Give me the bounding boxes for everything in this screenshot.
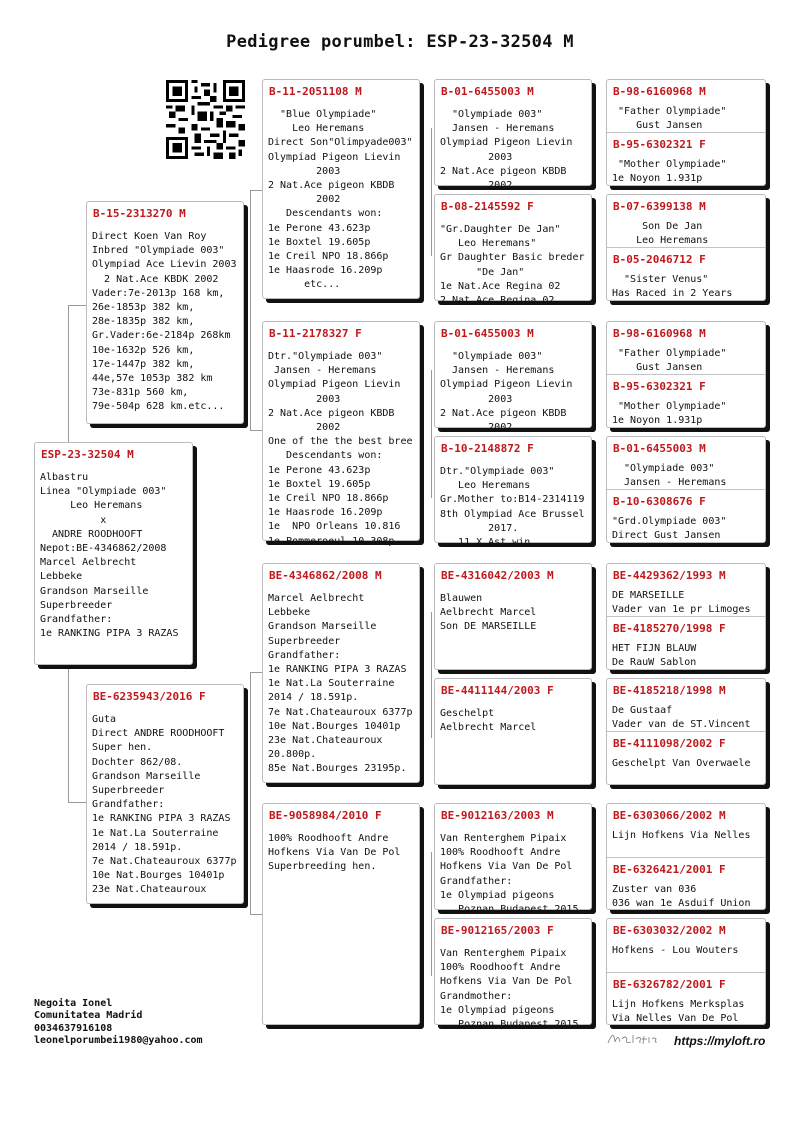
pigeon-description: "Olympiade 003" Jansen - Heremans <box>624 463 727 489</box>
ring-number: BE-4429362/1993 M <box>613 569 726 582</box>
ring-number: BE-9058984/2010 F <box>269 809 382 822</box>
ring-number: B-10-2148872 F <box>441 442 534 455</box>
pedigree-card-pair[interactable] <box>606 79 766 186</box>
pigeon-description: Dtr."Olympiade 003" Leo Heremans Gr.Mother to:B14-2314119 8th Olympiad Ace Brussel 2017. 11 X Ast.win <box>440 466 585 549</box>
pedigree-entry[interactable] <box>607 489 765 545</box>
pigeon-description: Guta Direct ANDRE ROODHOOFT Super hen. Dochter 862/08. Grandson Marseille Superbreeder Grandfather: 1e RANKING PIPA 3 RAZAS 1e Nat.La Souterraine 2014 / 18.591p. 7e Nat.Chateauroux 6377p 10e Nat.Bourges 10401p 23e Nat.Chateauroux <box>92 714 237 896</box>
ring-number: BE-4185218/1998 M <box>613 684 726 697</box>
pedigree-card-pair[interactable] <box>606 803 766 910</box>
ring-number: B-05-2046712 F <box>613 253 706 266</box>
pedigree-card-great-grandparent[interactable] <box>434 918 592 1031</box>
ring-number: B-15-2313270 M <box>93 207 186 220</box>
pedigree-card-great-grandparent[interactable] <box>434 79 592 192</box>
pedigree-card-pair[interactable] <box>606 678 766 785</box>
pigeon-description: 100% Roodhooft Andre Hofkens Via Van De Pol Superbreeding hen. <box>268 833 401 873</box>
ring-number: BE-4316042/2003 M <box>441 569 554 582</box>
pigeon-description: Hofkens - Lou Wouters <box>612 945 739 956</box>
pedigree-entry[interactable] <box>607 374 765 430</box>
pedigree-card-great-grandparent[interactable] <box>434 563 592 670</box>
pedigree-entry[interactable] <box>607 80 765 132</box>
pigeon-description: Lijn Hofkens Merksplas Via Nelles Van De Pol <box>612 999 745 1025</box>
pedigree-card-great-grandparent[interactable] <box>434 194 592 307</box>
pedigree-card-grandparent[interactable] <box>262 563 420 783</box>
pedigree-card-grandparent[interactable] <box>262 79 420 299</box>
pigeon-description: DE MARSEILLE Vader van 1e pr Limoges <box>612 590 751 616</box>
pigeon-description: Zuster van 036 036 wan 1e Asduif Union <box>612 884 751 910</box>
connector-line <box>68 665 69 802</box>
pedigree-card-pair[interactable] <box>606 918 766 1025</box>
ring-number: BE-4411144/2003 F <box>441 684 554 697</box>
pedigree-entry[interactable] <box>607 437 765 489</box>
ring-number: BE-9012163/2003 M <box>441 809 554 822</box>
qr-code[interactable] <box>166 80 245 159</box>
ring-number: B-10-6308676 F <box>613 495 706 508</box>
pedigree-card-dam[interactable] <box>86 684 244 904</box>
connector-line <box>68 305 69 442</box>
pedigree-card-great-grandparent[interactable] <box>434 678 592 785</box>
pigeon-description: Lijn Hofkens Via Nelles <box>612 830 751 841</box>
pedigree-card-pair[interactable] <box>606 321 766 428</box>
ring-number: BE-6326421/2001 F <box>613 863 726 876</box>
pedigree-entry[interactable] <box>607 564 765 616</box>
pigeon-description: "Mother Olympiade" 1e Noyon 1.931p <box>612 159 727 185</box>
ring-number: BE-4185270/1998 F <box>613 622 726 635</box>
ring-number: BE-6303066/2002 M <box>613 809 726 822</box>
pedigree-card-great-grandparent[interactable] <box>434 803 592 916</box>
pedigree-entry[interactable] <box>607 857 765 912</box>
ring-number: B-95-6302321 F <box>613 380 706 393</box>
pigeon-description: "Father Olympiade" Gust Jansen <box>618 106 727 132</box>
pigeon-description: Direct Koen Van Roy Inbred "Olympiade 003" Olympiad Ace Lievin 2003 2 Nat.Ace KBDK 2002 Vader:7e-2013p 168 km, 26e-1853p 382 km, 28e-1835p 382 km, Gr.Vader:6e-2184p 268km 10e-1632p 526 km, 17e-1447p 382 km, 44e,57e 1053p 382 km 73e-831p 560 km, 79e-504p 628 km.etc... <box>92 231 237 413</box>
pigeon-description: Blauwen Aelbrecht Marcel Son DE MARSEILLE <box>440 593 537 633</box>
pedigree-entry[interactable] <box>607 616 765 672</box>
pedigree-entry[interactable] <box>607 247 765 303</box>
pedigree-entry[interactable] <box>607 804 765 857</box>
pedigree-entry[interactable] <box>607 195 765 247</box>
pedigree-card-sire[interactable] <box>86 201 244 424</box>
pedigree-card-grandparent[interactable] <box>262 803 420 1025</box>
pedigree-entry[interactable] <box>607 919 765 972</box>
pedigree-card-grandparent[interactable] <box>262 321 420 547</box>
pigeon-description: "Mother Olympiade" 1e Noyon 1.931p <box>612 401 727 427</box>
connector-line <box>250 672 251 914</box>
pedigree-card-great-grandparent[interactable] <box>434 321 592 434</box>
pigeon-description: Son De Jan Leo Heremans <box>636 221 709 247</box>
pigeon-description: "Olympiade 003" Jansen - Heremans Olympiad Pigeon Lievin 2003 2 Nat.Ace pigeon KBDB 2002 <box>440 109 573 192</box>
ring-number: B-11-2178327 F <box>269 327 362 340</box>
pedigree-entry[interactable] <box>607 731 765 787</box>
pigeon-description: Marcel Aelbrecht Lebbeke Grandson Marseille Superbreeder Grandfather: 1e RANKING PIPA 3 RAZAS 1e Nat.La Souterraine 2014 / 18.591p. 7e Nat.Chateauroux 6377p 10e Nat.Bourges 10401p 23e Nat.Chateauroux 20.800p. 85e Nat.Bourges 23195p. <box>268 593 413 775</box>
pigeon-description: "Blue Olympiade" Leo Heremans Direct Son"Olimpyade003" Olympiad Pigeon Lievin 2003 2 Nat.Ace pigeon KBDB 2002 Descendants won: 1e Perone 43.623p 1e Boxtel 19.605p 1e Creil NPO 18.866p 1e Haasrode 16.209p etc... <box>268 109 413 291</box>
owner-contact: Negoita Ionel Comunitatea Madrid 0034637916108 leonelporumbei1980@yahoo.com <box>34 998 203 1047</box>
pigeon-description: "Grd.Olympiade 003" Direct Gust Jansen <box>612 516 727 542</box>
ring-number: B-08-2145592 F <box>441 200 534 213</box>
pigeon-description: Geschelpt Aelbrecht Marcel <box>440 708 537 734</box>
website-link[interactable]: https://myloft.ro <box>674 1034 766 1048</box>
pedigree-card-great-grandparent[interactable] <box>434 436 592 549</box>
pedigree-card-pair[interactable] <box>606 194 766 301</box>
connector-line <box>68 802 86 803</box>
ring-number: BE-9012165/2003 F <box>441 924 554 937</box>
connector-line <box>431 612 432 738</box>
ring-number: B-98-6160968 M <box>613 327 706 340</box>
pedigree-entry[interactable] <box>607 972 765 1027</box>
ring-number: BE-6326782/2001 F <box>613 978 726 991</box>
connector-line <box>250 430 262 431</box>
connector-line <box>250 672 262 673</box>
ring-number: ESP-23-32504 M <box>41 448 134 461</box>
pigeon-description: Van Renterghem Pipaix 100% Roodhooft Andre Hofkens Via Van De Pol Grandmother: 1e Olympiad pigeons Poznan Budapest 2015 <box>440 948 579 1031</box>
pigeon-description: "Gr.Daughter De Jan" Leo Heremans" Gr Daughter Basic breder "De Jan" 1e Nat.Ace Regina 02 2 Nat.Ace Regina 02 <box>440 224 585 307</box>
connector-line <box>68 305 86 306</box>
pigeon-description: HET FIJN BLAUW De RauW Sablon <box>612 643 697 669</box>
pigeon-description: Albastru Linea "Olympiade 003" Leo Heremans x ANDRE ROODHOOFT Nepot:BE-4346862/2008 Marcel Aelbrecht Lebbeke Grandson Marseille Superbreeder Grandfather: 1e RANKING PIPA 3 RAZAS <box>40 472 179 640</box>
connector-line <box>250 190 262 191</box>
pigeon-description: Geschelpt Van Overwaele <box>612 758 751 769</box>
ring-number: B-98-6160968 M <box>613 85 706 98</box>
ring-number: B-95-6302321 F <box>613 138 706 151</box>
ring-number: BE-6235943/2016 F <box>93 690 206 703</box>
pedigree-card-subject[interactable] <box>34 442 193 665</box>
ring-number: B-11-2051108 M <box>269 85 362 98</box>
connector-line <box>250 914 262 915</box>
ring-number: B-01-6455003 M <box>441 85 534 98</box>
pedigree-entry[interactable] <box>607 679 765 731</box>
pedigree-entry[interactable] <box>607 132 765 188</box>
ring-number: BE-4346862/2008 M <box>269 569 382 582</box>
pedigree-card-pair[interactable] <box>606 436 766 543</box>
ring-number: BE-4111098/2002 F <box>613 737 726 750</box>
connector-line <box>431 852 432 976</box>
myloft-logo <box>606 1031 662 1047</box>
pigeon-description: De Gustaaf Vader van de ST.Vincent <box>612 705 751 731</box>
connector-line <box>431 128 432 256</box>
pigeon-description: Van Renterghem Pipaix 100% Roodhooft Andre Hofkens Via Van De Pol Grandfather: 1e Olympiad pigeons Poznan Budapest 2015 <box>440 833 579 916</box>
pigeon-description: "Father Olympiade" Gust Jansen <box>618 348 727 374</box>
connector-line <box>250 190 251 430</box>
ring-number: BE-6303032/2002 M <box>613 924 726 937</box>
ring-number: B-01-6455003 M <box>441 327 534 340</box>
pigeon-description: "Sister Venus" Has Raced in 2 Years <box>612 274 733 300</box>
pedigree-card-pair[interactable] <box>606 563 766 670</box>
pigeon-description: Dtr."Olympiade 003" Jansen - Heremans Olympiad Pigeon Lievin 2003 2 Nat.Ace pigeon KBDB 2002 One of the the best bree Descendants won: 1e Perone 43.623p 1e Boxtel 19.605p 1e Creil NPO 18.866p 1e Haasrode 16.209p 1e NPO Orleans 10.816 1e Pommeroeul 10.308p <box>268 351 413 547</box>
connector-line <box>431 370 432 498</box>
pedigree-entry[interactable] <box>607 322 765 374</box>
page-title: Pedigree porumbel: ESP-23-32504 M <box>226 32 574 52</box>
ring-number: B-01-6455003 M <box>613 442 706 455</box>
ring-number: B-07-6399138 M <box>613 200 706 213</box>
pigeon-description: "Olympiade 003" Jansen - Heremans Olympiad Pigeon Lievin 2003 2 Nat.Ace pigeon KBDB 2002 <box>440 351 573 434</box>
